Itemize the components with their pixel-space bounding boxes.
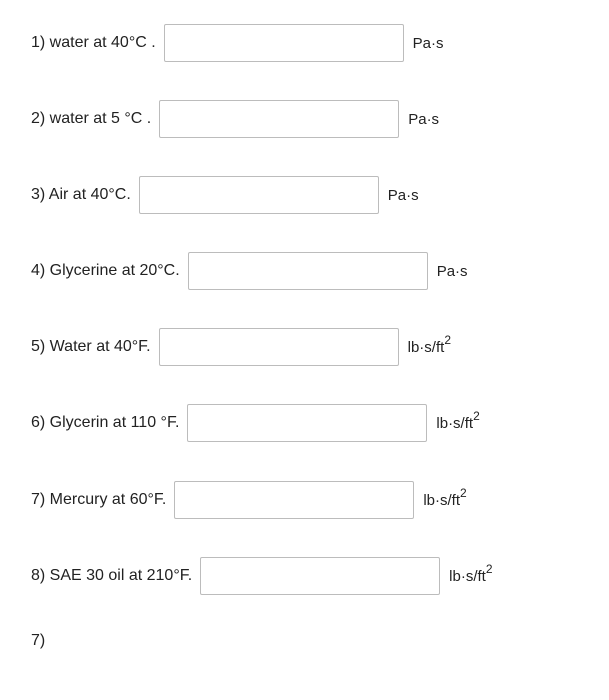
question-row-8 (31, 556, 493, 596)
question-row-3 (31, 175, 419, 215)
question-label-5: 5) Water at 40°F. (31, 338, 151, 355)
question-row-7 (31, 480, 467, 520)
answer-input-8[interactable] (200, 557, 440, 595)
unit-label-5: $lb\cdot s/ft^2$ (407, 332, 451, 356)
next-question-number: 7) (31, 632, 46, 649)
unit-label-6: $lb\cdot s/ft^2$ (436, 408, 480, 432)
question-row-1 (31, 23, 444, 63)
answer-input-3[interactable] (139, 176, 379, 214)
unit-label-8: $lb\cdot s/ft^2$ (449, 561, 493, 585)
question-label-1: 1) water at 40°C . (31, 34, 156, 51)
unit-label-2: Pa·s (408, 110, 440, 128)
answer-input-5[interactable] (159, 328, 399, 366)
answer-input-2[interactable] (159, 100, 399, 138)
question-label-4: 4) Glycerine at 20°C. (31, 262, 180, 279)
answer-input-1[interactable] (164, 24, 404, 62)
answer-input-4[interactable] (188, 252, 428, 290)
unit-label-1: Pa·s (412, 34, 444, 52)
question-label-8: 8) SAE 30 oil at 210°F. (31, 567, 193, 584)
answer-input-6[interactable] (187, 404, 427, 442)
question-label-7: 7) Mercury at 60°F. (31, 491, 167, 508)
unit-label-3: Pa·s (387, 186, 419, 204)
question-label-2: 2) water at 5 °C . (31, 110, 152, 127)
question-row-4 (31, 251, 468, 291)
question-row-2 (31, 99, 439, 139)
unit-label-7: $lb\cdot s/ft^2$ (423, 485, 467, 509)
unit-label-4: Pa·s (436, 262, 468, 280)
question-label-3: 3) Air at 40°C. (31, 186, 131, 203)
question-label-6: 6) Glycerin at 110 °F. (31, 414, 180, 431)
question-row-5 (31, 327, 451, 367)
answer-input-7[interactable] (174, 481, 414, 519)
question-row-6 (31, 403, 480, 443)
